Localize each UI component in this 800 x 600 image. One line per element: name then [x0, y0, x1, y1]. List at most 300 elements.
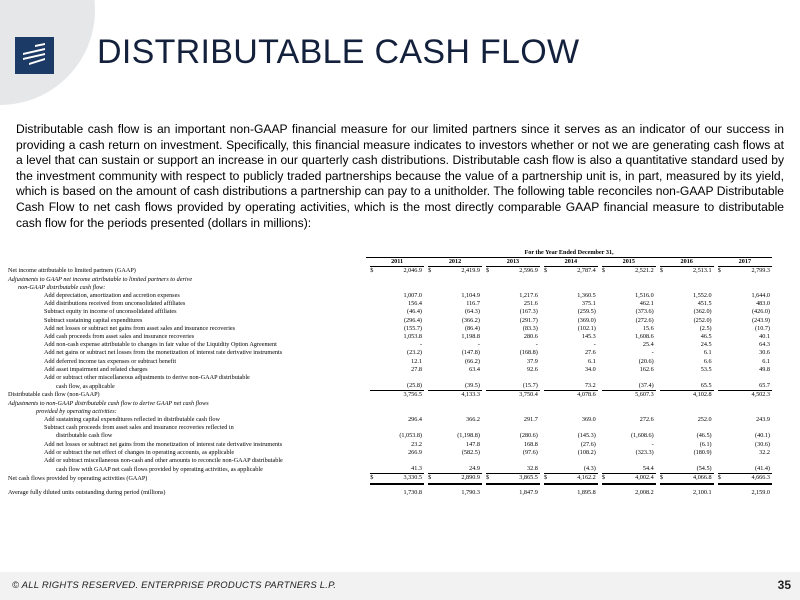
- table-cell: (167.3): [519, 308, 538, 316]
- row-label: Add non-cash expense attributable to changes in fair value of the Liquidity Option Agreement: [44, 341, 277, 349]
- currency-symbol: [660, 276, 667, 284]
- currency-symbol: [602, 489, 609, 497]
- table-cell: 1,053.8: [403, 333, 422, 341]
- currency-symbol: [428, 366, 435, 374]
- table-cell: (291.7): [519, 316, 538, 324]
- table-row: [8, 441, 772, 449]
- currency-symbol: [370, 349, 377, 357]
- currency-symbol: [428, 416, 435, 424]
- currency-symbol: [602, 416, 609, 424]
- table-row: [8, 276, 772, 284]
- currency-symbol: [428, 292, 435, 300]
- currency-symbol: [602, 441, 609, 449]
- currency-symbol: [544, 349, 551, 357]
- currency-symbol: [544, 308, 551, 316]
- table-cell: 1,608.6: [635, 333, 654, 341]
- table-cell: (37.4): [609, 382, 656, 391]
- table-cell: [667, 408, 714, 416]
- table-cell: [435, 400, 482, 408]
- table-cell: 46.5: [700, 333, 712, 341]
- currency-symbol: [602, 465, 609, 474]
- currency-symbol: [660, 416, 667, 424]
- table-cell: 6.6: [703, 357, 712, 365]
- currency-symbol: [660, 400, 667, 408]
- table-row: [8, 457, 772, 465]
- currency-symbol: [602, 325, 609, 333]
- currency-symbol: [660, 333, 667, 341]
- table-cell: 6.1: [762, 357, 770, 365]
- currency-symbol: [718, 382, 725, 391]
- currency-symbol: [486, 358, 493, 366]
- currency-symbol: [718, 374, 725, 382]
- row-label: Adjustments to GAAP net income attributable to limited partners to derive: [8, 275, 193, 283]
- table-cell: (366.2): [461, 316, 480, 324]
- enterprise-logo-icon: [15, 37, 54, 74]
- table-cell: [609, 284, 656, 292]
- table-row: [8, 382, 772, 391]
- currency-symbol: [602, 300, 609, 308]
- table-cell: (4.3): [551, 465, 598, 474]
- currency-symbol: [660, 408, 667, 416]
- table-cell: (108.2): [577, 448, 596, 456]
- currency-symbol: [370, 400, 377, 408]
- table-cell: -: [477, 341, 480, 349]
- currency-symbol: [602, 276, 609, 284]
- table-cell: 483.0: [756, 300, 770, 308]
- table-cell: 156.4: [408, 300, 422, 308]
- table-cell: 1,198.8: [461, 333, 480, 341]
- currency-symbol: [660, 325, 667, 333]
- currency-symbol: [544, 400, 551, 408]
- currency-symbol: [602, 358, 609, 366]
- table-cell: 145.3: [581, 333, 596, 341]
- table-cell: -: [593, 341, 596, 349]
- currency-symbol: $: [602, 474, 609, 484]
- table-cell: 4,078.6: [577, 391, 596, 399]
- currency-symbol: [602, 432, 609, 440]
- table-cell: [609, 424, 656, 432]
- currency-symbol: [544, 416, 551, 424]
- currency-symbol: [660, 349, 667, 357]
- currency-symbol: [544, 441, 551, 449]
- table-cell: [493, 457, 540, 465]
- table-cell: 34.0: [584, 365, 596, 373]
- currency-symbol: [486, 441, 493, 449]
- currency-symbol: [660, 441, 667, 449]
- table-cell: 3,865.5: [493, 474, 540, 484]
- currency-symbol: [718, 317, 725, 325]
- table-cell: [667, 424, 714, 432]
- currency-symbol: [370, 416, 377, 424]
- table-row: [8, 416, 772, 424]
- currency-symbol: [718, 292, 725, 300]
- table-cell: 3,750.4: [519, 391, 538, 399]
- currency-symbol: [544, 382, 551, 391]
- copyright-text: © ALL RIGHTS RESERVED. ENTERPRISE PRODUCTS PARTNERS L.P.: [12, 580, 337, 591]
- currency-symbol: [486, 325, 493, 333]
- table-cell: 2,419.9: [461, 267, 480, 275]
- table-cell: (83.3): [522, 324, 538, 332]
- table-cell: 64.3: [759, 341, 770, 349]
- currency-symbol: [428, 408, 435, 416]
- currency-symbol: [660, 374, 667, 382]
- currency-symbol: [370, 325, 377, 333]
- table-cell: 1,895.8: [577, 488, 596, 496]
- table-cell: 4,666.3: [725, 474, 772, 484]
- table-cell: 53.5: [700, 365, 712, 373]
- table-cell: (6.1): [699, 440, 712, 448]
- row-label: Add depreciation, amortization and accretion expenses: [44, 292, 180, 300]
- currency-symbol: $: [601, 267, 605, 275]
- table-row: [8, 300, 772, 308]
- currency-symbol: [486, 349, 493, 357]
- table-cell: (272.6): [635, 316, 654, 324]
- table-cell: 24.5: [700, 341, 712, 349]
- table-cell: -: [651, 349, 654, 357]
- table-cell: 2,159.0: [751, 488, 770, 496]
- currency-symbol: [602, 349, 609, 357]
- currency-symbol: [428, 308, 435, 316]
- currency-symbol: $: [718, 474, 725, 484]
- table-cell: (97.6): [522, 448, 538, 456]
- currency-symbol: [370, 408, 377, 416]
- currency-symbol: [428, 300, 435, 308]
- currency-symbol: [718, 308, 725, 316]
- currency-symbol: [486, 366, 493, 374]
- footer-bar: [0, 572, 800, 600]
- currency-symbol: [370, 317, 377, 325]
- currency-symbol: [428, 382, 435, 391]
- table-row: [8, 424, 772, 432]
- table-cell: 252.0: [697, 416, 712, 424]
- table-cell: [493, 408, 540, 416]
- currency-symbol: [544, 341, 551, 349]
- currency-symbol: [370, 457, 377, 465]
- table-cell: (64.3): [464, 308, 480, 316]
- table-cell: -: [651, 440, 654, 448]
- header-blank: [8, 258, 366, 267]
- currency-symbol: [544, 424, 551, 432]
- table-cell: (259.5): [577, 308, 596, 316]
- table-cell: [609, 457, 656, 465]
- currency-symbol: [602, 424, 609, 432]
- table-cell: [551, 276, 598, 284]
- table-cell: 2,787.4: [577, 267, 596, 275]
- table-cell: 243.9: [756, 416, 770, 424]
- table-cell: [609, 400, 656, 408]
- currency-symbol: [370, 284, 377, 292]
- currency-symbol: [718, 416, 725, 424]
- row-label: Add net losses or subtract net gains from the monetization of interest rate derivative instruments: [44, 440, 283, 448]
- currency-symbol: [718, 432, 725, 440]
- currency-symbol: [486, 341, 493, 349]
- table-row: [8, 449, 772, 457]
- currency-symbol: [486, 292, 493, 300]
- table-cell: (66.2): [464, 357, 480, 365]
- currency-symbol: [602, 457, 609, 465]
- currency-symbol: [486, 416, 493, 424]
- table-row: [8, 292, 772, 300]
- currency-symbol: [544, 366, 551, 374]
- currency-symbol: [602, 382, 609, 391]
- table-cell: [725, 276, 772, 284]
- currency-symbol: [370, 465, 377, 474]
- table-cell: 1,104.9: [461, 292, 480, 300]
- currency-symbol: [602, 317, 609, 325]
- currency-symbol: [486, 382, 493, 391]
- table-cell: 366.2: [466, 416, 480, 424]
- currency-symbol: [370, 276, 377, 284]
- table-cell: (20.6): [638, 357, 654, 365]
- table-cell: 291.7: [523, 416, 538, 424]
- table-cell: [377, 400, 424, 408]
- currency-symbol: [602, 374, 609, 382]
- table-cell: 280.6: [523, 333, 538, 341]
- currency-symbol: [428, 276, 435, 284]
- table-cell: (102.1): [577, 324, 596, 332]
- currency-symbol: [544, 300, 551, 308]
- table-cell: 4,502.3: [751, 391, 770, 399]
- currency-symbol: [718, 325, 725, 333]
- table-cell: [377, 457, 424, 465]
- table-row: [8, 400, 772, 408]
- table-cell: 451.5: [697, 300, 712, 308]
- table-cell: (1,608.6): [631, 432, 654, 440]
- table-cell: 1,730.8: [403, 488, 422, 496]
- currency-symbol: [370, 449, 377, 457]
- currency-symbol: [660, 465, 667, 474]
- table-cell: 4,066.8: [667, 474, 714, 484]
- currency-symbol: [718, 300, 725, 308]
- table-cell: [667, 276, 714, 284]
- table-cell: 4,102.8: [693, 391, 712, 399]
- table-cell: 1,217.6: [519, 292, 538, 300]
- table-cell: [377, 276, 424, 284]
- table-row: [8, 333, 772, 341]
- table-cell: -: [419, 341, 422, 349]
- table-cell: [435, 424, 482, 432]
- table-cell: 5,607.3: [635, 391, 654, 399]
- table-cell: (46.4): [407, 308, 422, 316]
- table-cell: (1,053.8): [399, 432, 422, 440]
- currency-symbol: [602, 400, 609, 408]
- currency-symbol: [428, 325, 435, 333]
- table-cell: [493, 400, 540, 408]
- table-cell: [377, 424, 424, 432]
- table-cell: 63.4: [469, 365, 480, 373]
- table-cell: 1,552.0: [693, 292, 712, 300]
- row-label: Distributable cash flow (non-GAAP): [8, 391, 100, 399]
- currency-symbol: [660, 457, 667, 465]
- currency-symbol: [428, 465, 435, 474]
- currency-symbol: [660, 284, 667, 292]
- currency-symbol: [660, 449, 667, 457]
- table-cell: 2,596.9: [519, 267, 538, 275]
- table-cell: 1,644.0: [751, 292, 770, 300]
- table-cell: 2,799.3: [751, 267, 770, 275]
- currency-symbol: [718, 465, 725, 474]
- currency-symbol: [544, 489, 551, 497]
- currency-symbol: $: [544, 474, 551, 484]
- currency-symbol: [486, 432, 493, 440]
- year-header: 2011: [370, 258, 424, 267]
- table-cell: [493, 276, 540, 284]
- table-row: [8, 366, 772, 374]
- currency-symbol: [718, 449, 725, 457]
- table-row: [8, 374, 772, 382]
- currency-symbol: [544, 449, 551, 457]
- currency-symbol: [428, 349, 435, 357]
- currency-symbol: [602, 333, 609, 341]
- header-blank: [8, 249, 366, 258]
- table-cell: 30.6: [759, 349, 770, 357]
- currency-symbol: [718, 358, 725, 366]
- currency-symbol: [370, 489, 377, 497]
- table-cell: (180.9): [693, 448, 712, 456]
- currency-symbol: $: [370, 267, 374, 275]
- table-cell: 6.1: [703, 349, 712, 357]
- row-label: Average fully diluted units outstanding during period (millions): [8, 488, 166, 496]
- row-label: Subtract sustaining capital expenditures: [44, 316, 143, 324]
- table-cell: 1,847.9: [519, 488, 538, 496]
- table-row: [8, 349, 772, 357]
- table-row: [8, 408, 772, 416]
- currency-symbol: [718, 400, 725, 408]
- year-header: 2015: [602, 258, 656, 267]
- row-label: Add net gains or subtract net losses from the monetization of interest rate derivative instruments: [44, 349, 283, 357]
- table-cell: 462.1: [639, 300, 654, 308]
- table-cell: 1,007.0: [403, 292, 422, 300]
- table-cell: [667, 457, 714, 465]
- currency-symbol: [486, 489, 493, 497]
- row-label: Add deferred income tax expenses or subtract benefit: [44, 357, 177, 365]
- table-cell: (168.8): [519, 349, 538, 357]
- table-cell: 23.2: [411, 440, 422, 448]
- table-cell: [551, 284, 598, 292]
- table-cell: [435, 284, 482, 292]
- table-cell: 251.6: [523, 300, 538, 308]
- currency-symbol: [544, 457, 551, 465]
- currency-symbol: [428, 317, 435, 325]
- currency-symbol: [718, 441, 725, 449]
- currency-symbol: $: [717, 267, 721, 275]
- table-cell: 12.1: [411, 357, 422, 365]
- row-label: Net income attributable to limited partners (GAAP): [8, 267, 136, 275]
- table-cell: [609, 408, 656, 416]
- currency-symbol: [602, 366, 609, 374]
- table-cell: (243.9): [751, 316, 770, 324]
- table-cell: (252.0): [693, 316, 712, 324]
- row-label: Add sustaining capital expenditures reflected in distributable cash flow: [44, 416, 220, 424]
- currency-symbol: [544, 432, 551, 440]
- currency-symbol: [660, 317, 667, 325]
- table-cell: (54.5): [667, 465, 714, 474]
- currency-symbol: [486, 465, 493, 474]
- table-row: [8, 358, 772, 366]
- table-cell: (362.0): [693, 308, 712, 316]
- table-cell: (369.0): [577, 316, 596, 324]
- table-cell: [667, 374, 714, 382]
- currency-symbol: [602, 449, 609, 457]
- currency-symbol: [486, 374, 493, 382]
- table-cell: (155.7): [403, 324, 422, 332]
- currency-symbol: [718, 349, 725, 357]
- currency-symbol: [428, 441, 435, 449]
- table-cell: 37.9: [527, 357, 538, 365]
- table-cell: [609, 276, 656, 284]
- row-label: cash flow with GAAP net cash flows provided by operating activities, as applicable: [56, 465, 263, 473]
- table-cell: [551, 400, 598, 408]
- currency-symbol: $: [370, 474, 377, 484]
- currency-symbol: [428, 400, 435, 408]
- table-cell: (25.8): [377, 382, 424, 391]
- currency-symbol: [660, 358, 667, 366]
- table-cell: [551, 457, 598, 465]
- table-cell: [725, 374, 772, 382]
- table-cell: (145.3): [577, 432, 596, 440]
- currency-symbol: [718, 276, 725, 284]
- table-cell: [725, 400, 772, 408]
- currency-symbol: $: [428, 267, 432, 275]
- currency-symbol: [486, 400, 493, 408]
- table-cell: (30.6): [755, 440, 770, 448]
- currency-symbol: [428, 489, 435, 497]
- currency-symbol: [428, 424, 435, 432]
- table-cell: 375.1: [581, 300, 596, 308]
- table-cell: 1,790.3: [461, 488, 480, 496]
- currency-symbol: [718, 284, 725, 292]
- table-cell: [377, 374, 424, 382]
- currency-symbol: [370, 358, 377, 366]
- currency-symbol: [370, 308, 377, 316]
- table-row: [8, 432, 772, 440]
- currency-symbol: [370, 432, 377, 440]
- currency-symbol: [486, 317, 493, 325]
- table-row: [8, 308, 772, 316]
- currency-symbol: [544, 284, 551, 292]
- currency-symbol: [660, 300, 667, 308]
- currency-symbol: [486, 284, 493, 292]
- table-cell: [609, 374, 656, 382]
- currency-symbol: [370, 341, 377, 349]
- currency-symbol: [660, 366, 667, 374]
- intro-paragraph: Distributable cash flow is an important non-GAAP financial measure for our limited partners since it serves as an indicator of our success in providing a cash return on investment. Specifically, this financial measure indicates to investors whether or not we are generating cash flows at a level that can sustain or support an increase in our quarterly cash distributions. Distributable cash flow is also a quantitative standard used by the investment community with respect to publicly traded partnerships because the value of a partnership unit is, in part, measured by its yield, which is based on the amount of cash distributions a partnership can pay to a unitholder. The following table reconciles non-GAAP Distributable Cash Flow to net cash flows provided by operating activities, which is the most directly comparable GAAP financial measure to distributable cash flow for the periods presented (dollars in millions):: [16, 122, 784, 230]
- row-label: distributable cash flow: [56, 432, 113, 440]
- table-cell: 15.6: [642, 324, 654, 332]
- page-number: 35: [777, 578, 791, 592]
- table-cell: 3,756.5: [403, 391, 422, 399]
- currency-symbol: [370, 382, 377, 391]
- table-cell: 1,360.5: [577, 292, 596, 300]
- table-row: [8, 325, 772, 333]
- table-cell: [435, 457, 482, 465]
- table-cell: 162.6: [639, 365, 654, 373]
- table-cell: [667, 400, 714, 408]
- table-cell: (323.3): [635, 448, 654, 456]
- currency-symbol: [486, 424, 493, 432]
- row-label: Add cash proceeds from asset sales and insurance recoveries: [44, 333, 195, 341]
- currency-symbol: [544, 408, 551, 416]
- table-cell: [725, 284, 772, 292]
- table-cell: 65.7: [725, 382, 772, 391]
- table-cell: 2,890.9: [435, 474, 482, 484]
- table-cell: [551, 408, 598, 416]
- currency-symbol: [660, 432, 667, 440]
- table-cell: (426.0): [751, 308, 770, 316]
- currency-symbol: [602, 408, 609, 416]
- table-cell: 4,002.4: [609, 474, 656, 484]
- currency-symbol: [370, 300, 377, 308]
